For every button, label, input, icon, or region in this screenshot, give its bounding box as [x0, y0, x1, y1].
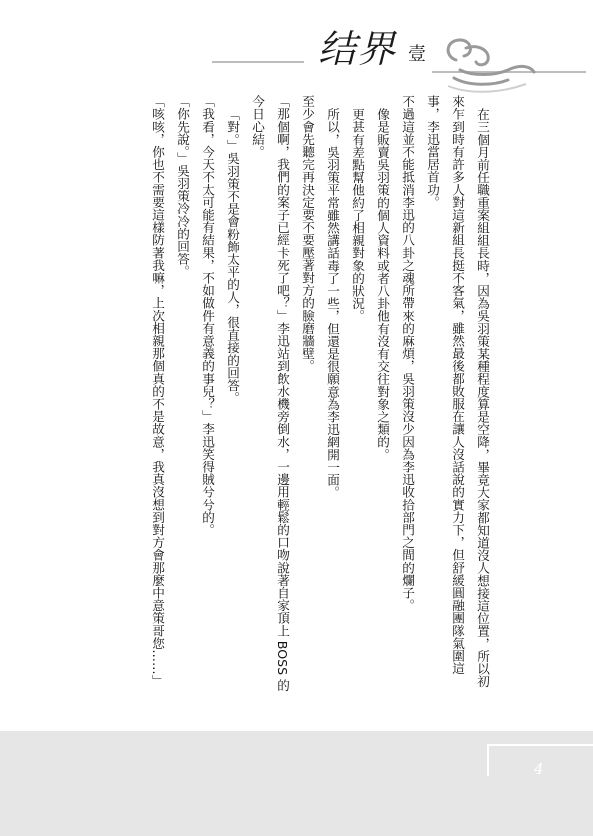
paragraph: 至少會先聽完再決定要不要壓著對方的臉磨牆壁。 — [300, 95, 315, 373]
cloud-swirl-ornament — [438, 26, 538, 96]
paragraph: 所以，吳羽策平常雖然講話毒了一些，但還是很願意為李迅網開一面。 — [325, 107, 340, 499]
chapter-number: 壹 — [408, 44, 426, 65]
paragraph: 「你先說。」吳羽策冷冷的回答。 — [175, 95, 190, 278]
header-rule-left — [212, 61, 304, 63]
paragraph: 「咳咳，你也不需要這樣防著我嘛，上次相親那個真的不是故意，我真沒想到對方會那麼中意策哥您……」 — [150, 95, 165, 688]
paragraph: 像是販賣吳羽策的個人資料或者八卦他有沒有交往對象之類的。 — [375, 107, 390, 461]
paragraph: 更甚有差點幫他約了相親對象的狀況。 — [350, 107, 365, 322]
paragraph: 「那個啊，我們的案子已經卡死了吧？」李迅站到飲水機旁倒水，一邊用輕鬆的口吻說著自家頂上 BOSS 的今日心結。 — [250, 95, 290, 692]
chapter-title: 结界 — [318, 27, 397, 71]
vertical-body-text — [75, 95, 495, 695]
paragraph: 「對。」吳羽策不是會粉飾太平的人，很直接的回答。 — [225, 107, 240, 404]
paragraph: 不過這並不能抵消李迅的八卦之魂所帶來的麻煩，吳羽策沒少因為李迅收拾部門之間的爛子。 — [400, 95, 415, 612]
paragraph: 「我看，今天不太可能有結果，不如做件有意義的事兒？」李迅笑得賊兮兮的。 — [200, 95, 215, 536]
paragraph: 在三個月前任職重案組組長時，因為吳羽策某種程度算是空降，畢竟大家都知道沒人想接這位置，所以初來乍到時有許多人對這新組長挺不客氣，雖然最後都敗服在讓人沒話說的實力下，但舒緩圓融團隊氣圍這事，李迅當居首功。 — [425, 95, 490, 688]
page-number: 4 — [534, 760, 544, 778]
